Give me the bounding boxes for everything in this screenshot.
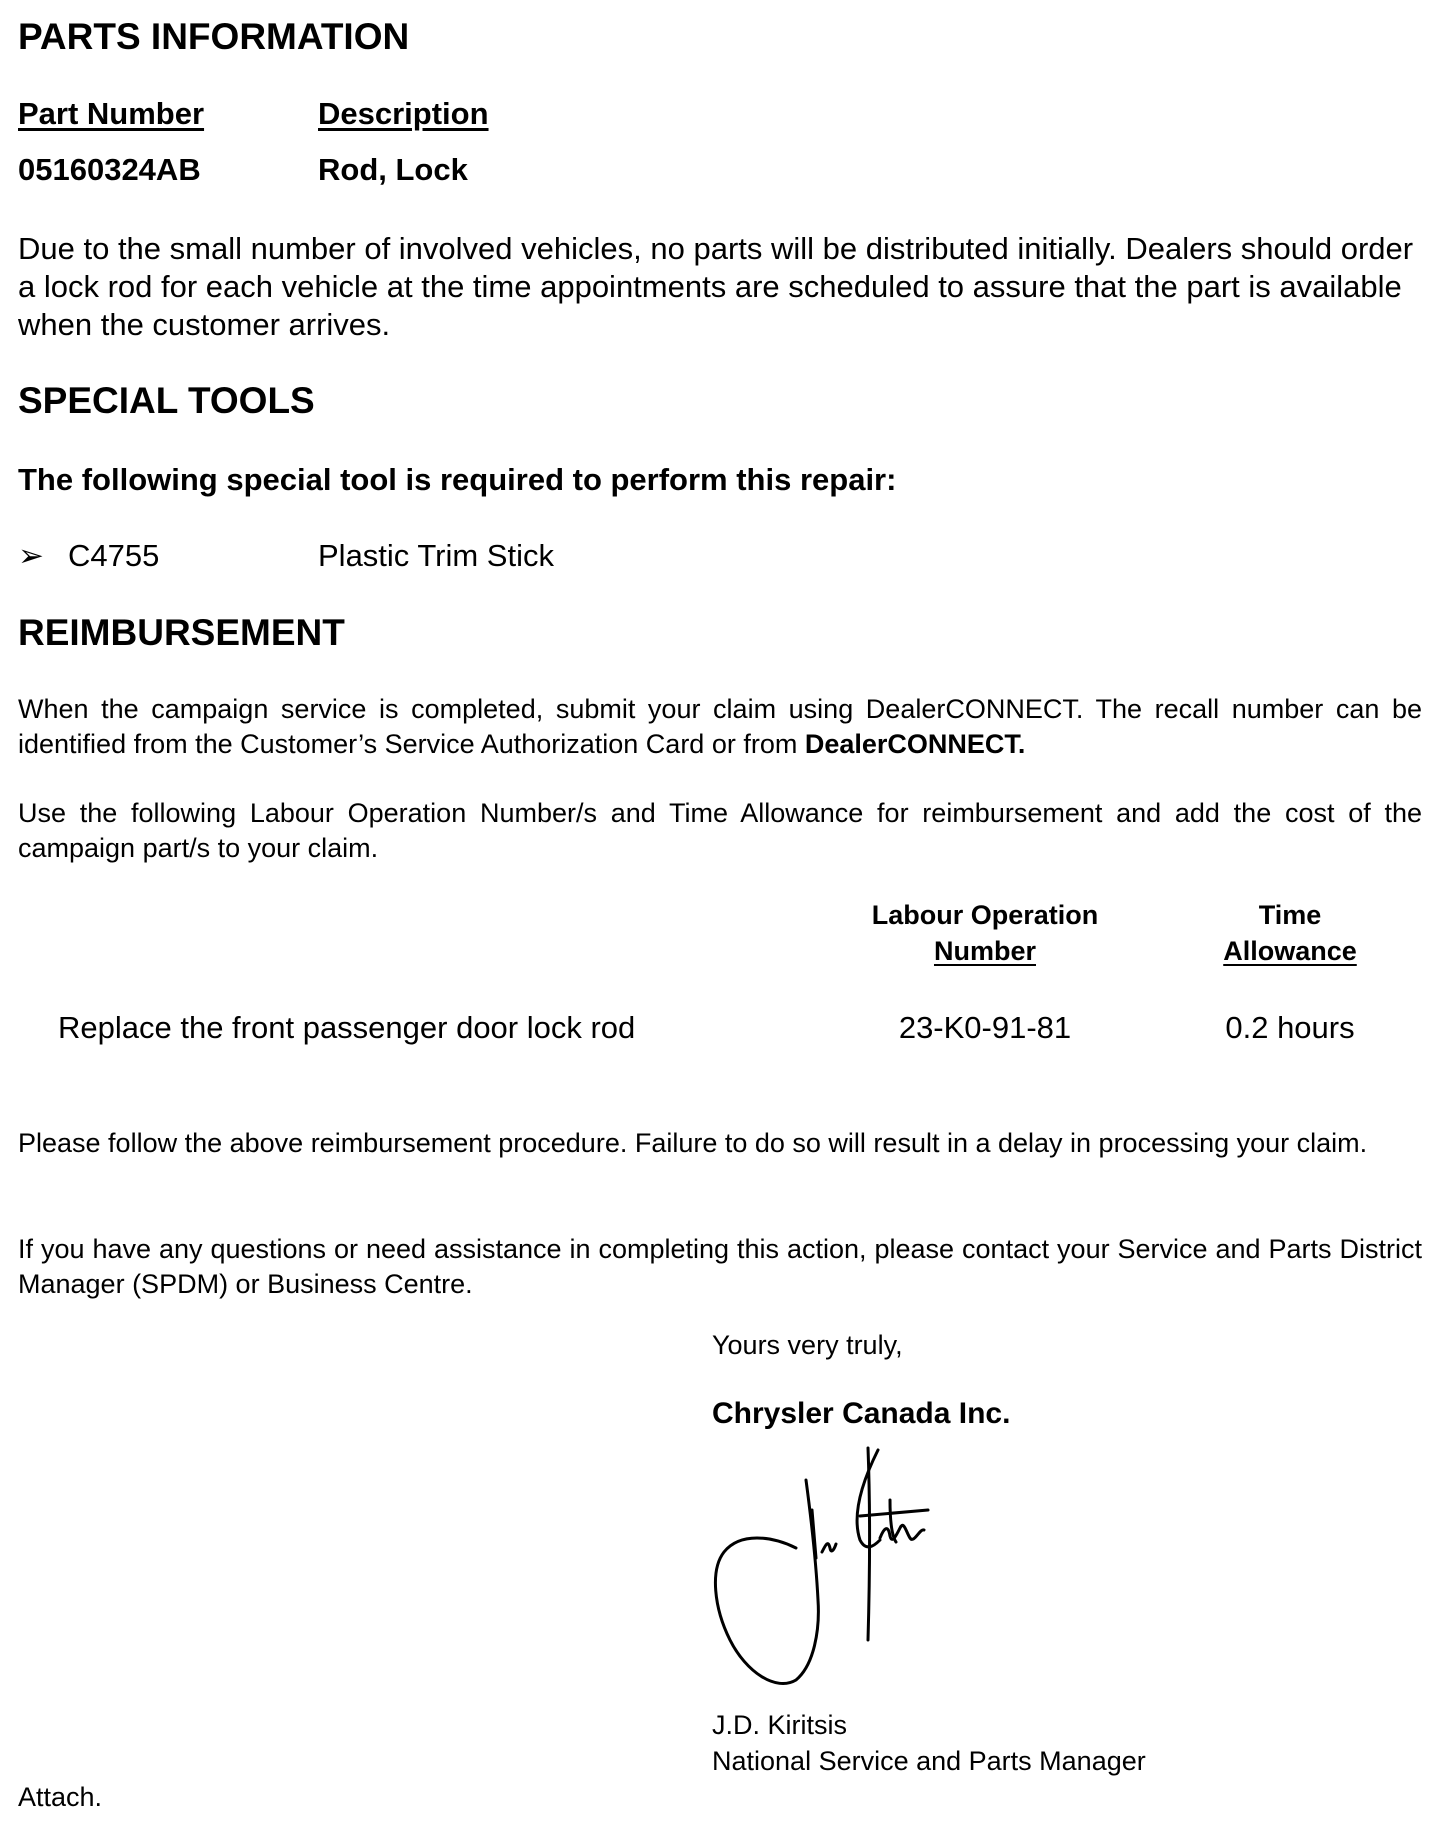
tool-number: C4755	[68, 538, 160, 573]
attach-label: Attach.	[18, 1782, 103, 1812]
table-row-number: 23-K0-91-81	[898, 1010, 1072, 1045]
parts-heading: PARTS INFORMATION	[18, 16, 410, 57]
tools-heading: SPECIAL TOOLS	[18, 380, 315, 421]
labour-op-header-line2	[840, 936, 1130, 967]
reimbursement-paragraph-3: Please follow the above reimbursement procedure. Failure to do so will result in a delay in processing your claim.	[18, 1128, 1368, 1158]
table-row-time: 0.2 hours	[1225, 1010, 1355, 1045]
time-header-line1: Time	[1258, 900, 1322, 930]
time-header-underlined: Allowance	[1223, 936, 1357, 966]
part-number-header: Part Number	[18, 96, 205, 131]
labour-op-header-line1: Labour Operation	[871, 900, 1099, 930]
signer-name: J.D. Kiritsis	[712, 1710, 847, 1740]
part-number-value: 05160324AB	[18, 152, 201, 187]
reimbursement-paragraph-4: If you have any questions or need assistance in completing this action, please contact your Service and Parts District Manager (SPDM) or Business Centre.	[18, 1234, 1422, 1299]
signer-title: National Service and Parts Manager	[712, 1746, 1146, 1776]
parts-paragraph: Due to the small number of involved vehicles, no parts will be distributed initially. Dealers should order a lock rod for each vehicle at the time appointments are scheduled to assure that the part is available when the customer arrives.	[18, 231, 1414, 342]
reimbursement-paragraph-2: Use the following Labour Operation Number/s and Time Allowance for reimbursement and add the cost of the campaign part/s to your claim.	[18, 798, 1422, 863]
description-header: Description	[318, 96, 489, 131]
reimbursement-paragraph-1	[18, 692, 1422, 762]
reimbursement-heading: REIMBURSEMENT	[18, 612, 345, 653]
dealerconnect-bold: DealerCONNECT.	[804, 729, 1026, 759]
labour-op-header-underlined: Number	[933, 936, 1036, 966]
description-value: Rod, Lock	[318, 152, 468, 187]
tools-intro: The following special tool is required to perform this repair:	[18, 462, 897, 497]
tool-name: Plastic Trim Stick	[318, 538, 554, 573]
time-header-line2	[1180, 936, 1400, 967]
signature-image	[710, 1440, 970, 1690]
salutation: Yours very truly,	[712, 1330, 903, 1360]
company-name: Chrysler Canada Inc.	[712, 1397, 1011, 1430]
reimbursement-paragraph-1-text: When the campaign service is completed, submit your claim using DealerCONNECT. The recall number can be identified from the Customer’s Service Authorization Card or from	[18, 694, 1422, 759]
table-row-description: Replace the front passenger door lock rod	[58, 1010, 636, 1045]
bullet-icon: ➢	[18, 538, 44, 573]
